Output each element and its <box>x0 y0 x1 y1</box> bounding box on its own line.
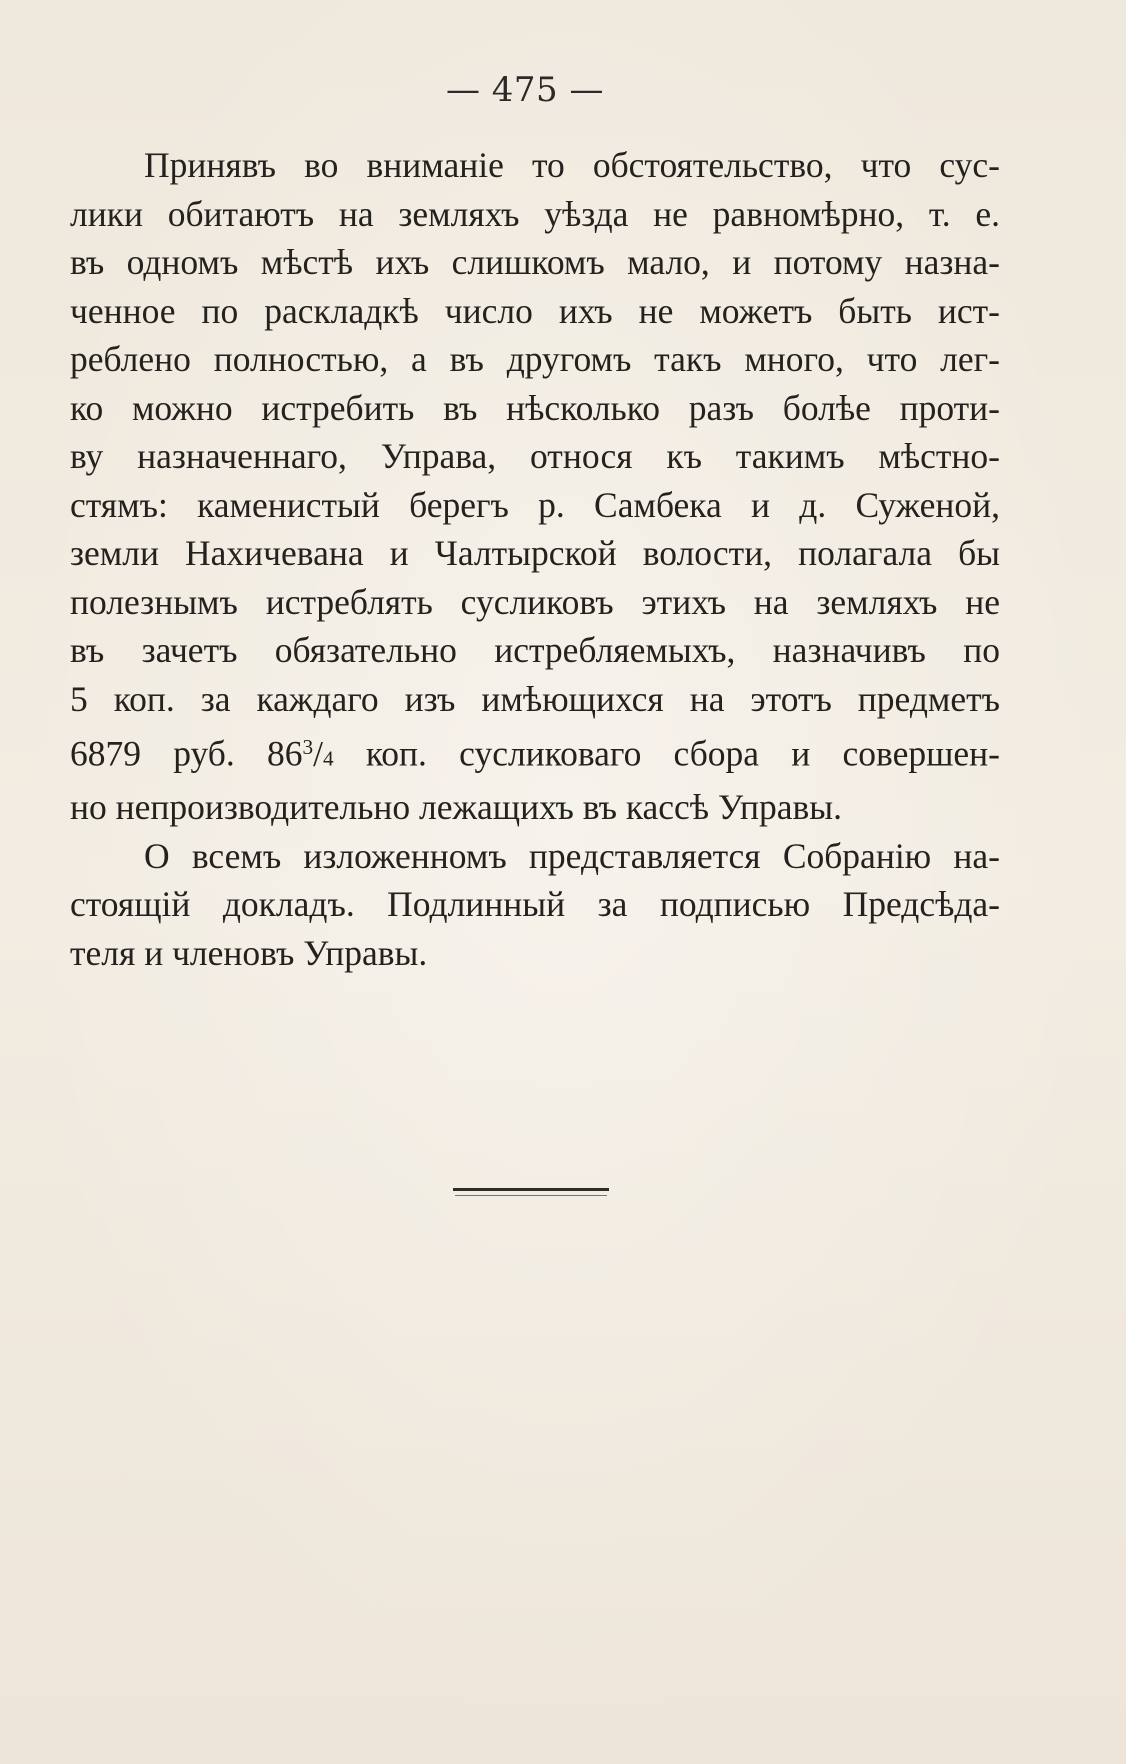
text-line: ву назначеннаго, Управа, относя къ такимъ мѣстно- <box>70 436 1000 476</box>
text-line: Принявъ во вниманіе то обстоятельство, что сус- <box>144 145 1000 185</box>
section-divider-rule <box>453 1188 609 1191</box>
text-line: стямъ: каменистый берегъ р. Самбека и д. Суженой, <box>70 484 1000 525</box>
fraction-denominator: 4 <box>322 746 334 771</box>
text-line: но непроизводительно лежащихъ въ кассѣ Управы. <box>70 787 842 828</box>
text-line: стоящій докладъ. Подлинный за подписью Предсѣда- <box>70 884 1000 925</box>
text-line: земли Нахичевана и Чалтырской волости, полагала бы <box>70 533 1000 573</box>
fraction-numerator: 3 <box>302 735 314 759</box>
text-line-with-fraction: 6879 руб. $86^3/4$ коп. сусликоваго сбора и совершен- <box>70 733 1000 774</box>
text-line: 5 коп. за каждаго изъ имѣющихся на этотъ предметъ <box>70 678 1000 719</box>
text-line: въ зачетъ обязательно истребляемыхъ, назначивъ по <box>70 630 1000 670</box>
fraction-tail: коп. сусликоваго сбора и совершен- <box>333 733 1000 774</box>
text-line: теля и членовъ Управы. <box>70 932 428 973</box>
text-line: ко можно истребить въ нѣсколько разъ болѣе проти- <box>70 387 1000 428</box>
page-number: — 475 — <box>445 70 604 110</box>
text-line: лики обитаютъ на земляхъ уѣзда не равномѣрно, т. е. <box>70 193 1000 234</box>
text-line: ченное по раскладкѣ число ихъ не можетъ быть ист- <box>70 290 1000 331</box>
fraction-lead: 6879 руб. 86 <box>70 733 303 774</box>
text-line: О всемъ изложенномъ представляется Собранію на- <box>144 835 1000 876</box>
text-line: полезнымъ истреблять сусликовъ этихъ на земляхъ не <box>70 581 1000 622</box>
document-body <box>70 141 1000 977</box>
text-line: реблено полностью, а въ другомъ такъ много, что лег- <box>70 339 1000 379</box>
text-line: въ одномъ мѣстѣ ихъ слишкомъ мало, и потому назна- <box>70 242 1000 282</box>
